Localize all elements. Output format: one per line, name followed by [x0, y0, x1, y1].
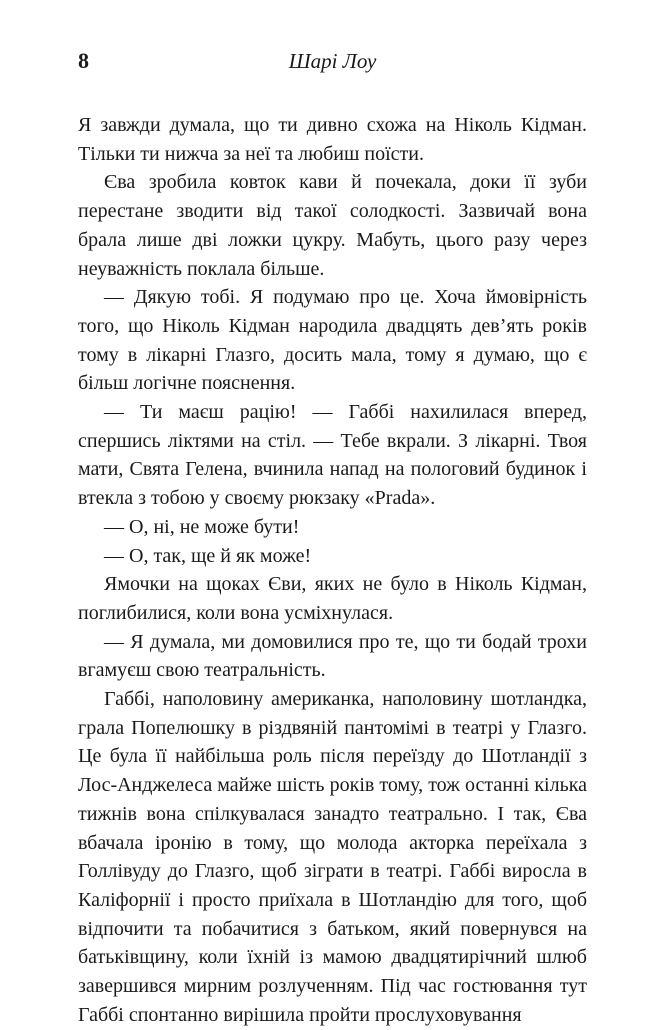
- page-number: 8: [78, 48, 89, 73]
- body-text: [78, 111, 587, 1030]
- paragraph: — О, так, ще й як може!: [104, 544, 312, 567]
- running-head-author: Шарі Лоу: [288, 49, 377, 73]
- paragraph: Габбі, наполовину американка, наполовину шотландка, грала Попелюшку в різдвяній пантомімі в театрі у Глазго. Це була її найбільша роль після переїзду до Шотландії з Лос-Анджелеса майже шість років тому, тож останні кілька тижнів вона спілкувалася занадто театрально. І так, Єва вбачала іронію в тому, що молода акторка переїхала з Голлівуду до Глазго, щоб зіграти в театрі. Габбі виросла в Каліфорнії і просто приїхала в Шотландію для того, щоб відпочити та побачитися з батьком, який повернувся на батьківщину, коли їхній із мамою двадцятирічний шлюб завершився мирним розлученням. Під час гостювання тут Габбі спонтанно вирішила пройти прослуховування: [78, 688, 587, 1026]
- paragraph: — Дякую тобі. Я подумаю про це. Хоча ймовірність того, що Ніколь Кідман народила двадцять дев’ять років тому в лікарні Глазго, досить мала, тому я думаю, що є більш логічне пояснення.: [78, 286, 587, 395]
- paragraph: Я завжди думала, що ти дивно схожа на Ніколь Кідман. Тільки ти нижча за неї та любиш поїсти.: [78, 114, 587, 165]
- paragraph: — Ти маєш рацію! — Габбі нахилилася вперед, спершись ліктями на стіл. — Тебе вкрали. З лікарні. Твоя мати, Свята Гелена, вчинила напад на пологовий будинок і втекла з тобою у своєму рюкзаку «Prada».: [78, 401, 587, 510]
- paragraph: Єва зробила ковток кави й почекала, доки її зуби перестане зводити від такої солодкості. Зазвичай вона брала лише дві ложки цукру. Мабуть, цього разу через неуважність поклала більше.: [78, 171, 587, 280]
- page-header: [78, 44, 587, 78]
- paragraph: — О, ні, не може бути!: [104, 515, 300, 538]
- paragraph: — Я думала, ми домовилися про те, що ти бодай трохи вгамуєш свою театральність.: [78, 630, 587, 682]
- paragraph: Ямочки на щоках Єви, яких не було в Ніколь Кідман, поглибилися, коли вона усміхнулася.: [78, 573, 587, 624]
